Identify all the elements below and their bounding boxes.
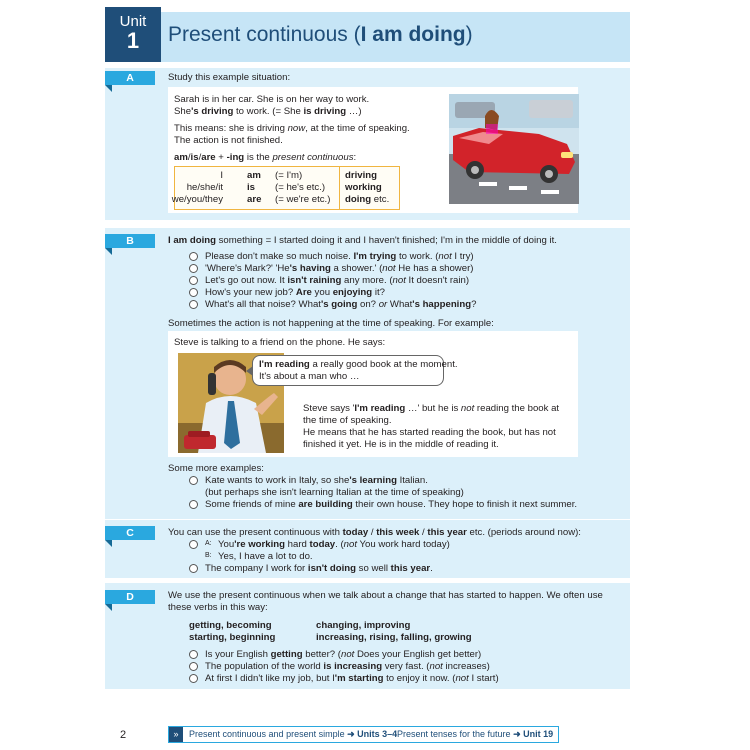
example-line: Please don't make so much noise. I'm trying to work. (not I try) [205,251,474,262]
speaker-b: B: [205,552,212,559]
example-line: (but perhaps she isn't learning Italian at the time of speaking) [205,487,464,498]
table-divider [339,167,340,209]
text-line: This means: she is driving now, at the time of speaking. [174,123,410,134]
section-d-fold [105,604,112,611]
bullet [189,252,198,261]
bullet [189,674,198,683]
table-cell: driving [345,170,377,181]
text-line: Steve is talking to a friend on the phone. He says: [174,337,386,348]
section-c-label: C [105,526,155,540]
present-continuous-table [171,166,400,210]
section-a-fold [105,85,112,92]
text-line: these verbs in this way: [168,602,268,613]
table-cell: working [345,182,382,193]
section-d-label: D [105,590,155,604]
table-cell: I [220,170,223,181]
section-b-label: B [105,234,155,248]
definition: I am doing something = I started doing it and I haven't finished; I'm in the middle of doing it. [168,235,557,246]
bubble-line: It's about a man who … [259,371,360,382]
text-line: You can use the present continuous with today / this week / this year etc. (periods around now): [168,527,581,538]
section-a-label: A [105,71,155,85]
unit-badge [105,7,161,62]
car-illustration [449,94,579,204]
text-line: Steve says 'I'm reading …' but he is not reading the book at [303,403,560,414]
text-line: finished it yet. He is in the middle of reading it. [303,439,499,450]
table-cell: we/you/they [171,194,223,205]
speaker-a: A: [205,540,212,547]
table-cell: are [247,194,262,205]
example-line: Kate wants to work in Italy, so she's learning Italian. [205,475,428,486]
example-line: The company I work for isn't doing so well this year. [205,563,433,574]
verb-list: starting, beginning [189,632,276,643]
example-line: You're working hard today. (not You work hard today) [218,539,450,550]
text-line: He means that he has started reading the book, but has not [303,427,556,438]
cross-reference-bar [168,726,559,743]
example-line: At first I didn't like my job, but I'm starting to enjoy it now. (not I start) [205,673,499,684]
speech-bubble [252,355,458,386]
example-line: 'Where's Mark?' 'He's having a shower.' (not He has a shower) [205,263,474,274]
bullet [189,662,198,671]
section-b-fold [105,248,112,255]
bullet [189,276,198,285]
text-line: Sarah is in her car. She is on her way to work. [174,94,370,105]
text-line: She's driving to work. (= She is driving …) [174,106,362,117]
table-cell: am [247,170,261,181]
table-cell: he/she/it [186,182,223,193]
bullet [189,540,198,549]
bullet [189,476,198,485]
bullet [189,264,198,273]
example-line: Let's go out now. It isn't raining any more. (not It doesn't rain) [205,275,470,286]
bullet [189,500,198,509]
text-line: The action is not finished. [174,135,283,146]
text-line: Sometimes the action is not happening at the time of speaking. For example: [168,318,494,329]
example-line: Is your English getting better? (not Does your English get better) [205,649,482,660]
example-line: Some friends of mine are building their own house. They hope to finish it next summer. [205,499,578,510]
text-line: We use the present continuous when we talk about a change that has started to happen. We often use [168,590,603,601]
verb-list: changing, improving [316,620,411,631]
table-cell: (= we're etc.) [275,194,331,205]
example-line: What's all that noise? What's going on? or What's happening? [205,299,477,310]
unit-label: Unit [119,13,147,30]
verb-list: increasing, rising, falling, growing [316,632,472,643]
table-cell: doing etc. [345,194,390,205]
example-line: How's your new job? Are you enjoying it? [205,287,385,298]
section-a-intro: Study this example situation: [168,72,291,83]
text-line: am/is/are + -ing is the present continuous: [174,152,357,163]
example-line: Yes, I have a lot to do. [218,551,313,562]
section-c-fold [105,540,112,547]
table-cell: (= he's etc.) [275,182,326,193]
bullet [189,650,198,659]
cross-ref-link[interactable]: Present continuous and present simple ➜ Units 3–4 [189,729,398,739]
bullet [189,564,198,573]
bullet [189,300,198,309]
text-line: Some more examples: [168,463,264,474]
cross-ref-link[interactable]: Present tenses for the future ➜ Unit 19 [397,729,554,739]
page-title: Present continuous (I am doing) [168,23,473,46]
example-line: The population of the world is increasing very fast. (not increases) [205,661,490,672]
text-line: the time of speaking. [303,415,392,426]
unit-number: 1 [126,28,140,53]
page-number: 2 [120,729,127,741]
table-cell: is [247,182,256,193]
bubble-line: I'm reading a really good book at the moment. [259,359,458,370]
double-chevron-icon: » [169,727,183,742]
bullet [189,288,198,297]
table-cell: (= I'm) [275,170,303,181]
verb-list: getting, becoming [189,620,272,631]
